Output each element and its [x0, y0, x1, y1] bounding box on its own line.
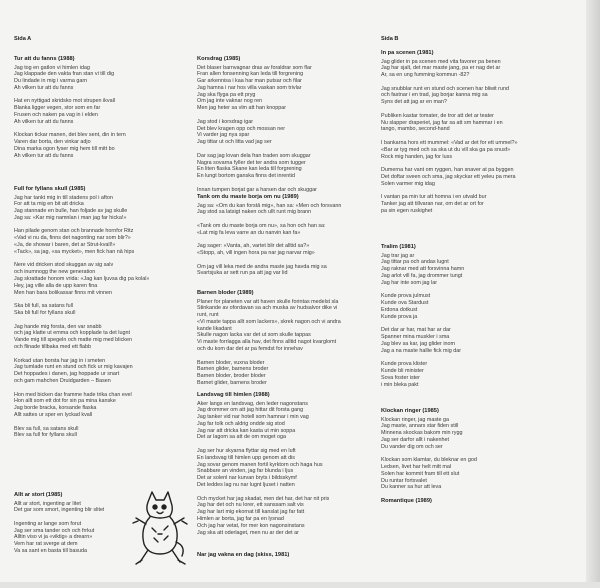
lyric-line: Barnen glider, barnens broder: [197, 366, 269, 373]
song-lyrics: [14, 195, 149, 440]
song-title: Klockan ringer (1985): [381, 408, 439, 414]
song-title: Barnen bloder (1989): [197, 290, 254, 296]
side-a-label: Sida A: [14, 36, 32, 42]
lyric-line: Jag tumlade runt en stund och fick ur mig kavajen: [14, 364, 133, 371]
lyric-line: Hat en nyttigad skridsko mot strupen ikvall: [14, 98, 115, 105]
stanza-break: [14, 514, 104, 521]
song-barnen-bloder: [197, 290, 341, 387]
lyric-line: och flinade tillbaka med ett flabb: [14, 344, 92, 351]
song-tralim: [381, 244, 464, 388]
song-lyrics: [197, 203, 341, 278]
lyric-line: tango, mambo, second-hand: [381, 126, 450, 133]
lyric-line: Jag skrattade honom vrida: «Jag kan ljuvsa dig pa kolal»: [14, 276, 150, 283]
lyric-line: och inumnogg the new generation: [14, 269, 96, 276]
lyric-line: Rock mig handen, jag for luss: [381, 153, 453, 160]
stanza-break: [197, 236, 341, 243]
stanza-break: [197, 112, 317, 119]
lyric-line: «Vi maste tappa allt som lackers», skrek nagon och vi andra: [197, 318, 341, 325]
stanza-break: [14, 222, 149, 229]
lyric-line: «Stopp, ah, vill ingen hora pa nar jag narvar mig»: [197, 250, 315, 257]
stanza-break: [197, 216, 341, 223]
stanza-break: [14, 92, 126, 99]
lyric-line: Dar sag jag lovan dela fran traden som skuggar: [197, 152, 311, 159]
lyric-line: Klockan ringer, jag maste ga: [381, 416, 450, 423]
lyric-line: Publiken kastar tomater, de tror att det ar teater: [381, 112, 494, 119]
stanza-break: [14, 256, 149, 263]
lyric-line: Skulle nagon lacka var det ut som skulle tappas: [197, 332, 311, 339]
song-title: Landsvag till himlen (1988): [197, 392, 270, 398]
lyric-line: Jag drommer om att jag hittar dit forsta gang: [197, 407, 304, 414]
lyric-line: Sova foster ister: [381, 374, 420, 381]
lyric-line: Jag glider in pa scenen med vita favorer pa benen: [381, 58, 501, 65]
lyric-line: Kunde bli minister: [381, 368, 424, 375]
stanza-break: [381, 133, 518, 140]
lyric-line: Spanner mina muskler i sma: [381, 334, 450, 341]
lyric-line: Du runtar fortsvalet: [381, 477, 427, 484]
song-in-pa-scenen: [381, 50, 518, 215]
lyric-line: Nu slapper draperiet, jag far sa att sm hammar i en: [381, 119, 503, 126]
lyric-line: och gam mahchen Druidgarden – Basen: [14, 378, 111, 385]
stanza-break: [381, 106, 518, 113]
lyric-line: «Lat mig fa leva varre an du nanvin kan fa»: [197, 229, 301, 236]
lyric-line: Blev sa full, sa satans skull: [14, 425, 79, 432]
lyric-line: Du lindade in mig i varma garn: [14, 78, 88, 85]
song-title: Korsdrag (1985): [197, 56, 241, 62]
lyric-line: Jag nar att dricka kan kasta ut min soppa: [197, 427, 296, 434]
stanza-break: [197, 180, 317, 187]
lyric-line: Om jag inte vaknar nog ren: [197, 98, 263, 105]
page-edge-shadow: [586, 0, 600, 588]
song-lyrics: [197, 299, 341, 387]
lyric-line: Solen varmer mig idag: [381, 180, 435, 187]
lyric-line: For att ta mig en bit att dricka: [14, 201, 84, 208]
lyric-line: «Tank om du maste borja om nu», sa hon och han sa:: [197, 222, 326, 229]
lyric-line: Ingenting ar lange som forut: [14, 520, 82, 527]
lyric-line: Jag ser darfor allt i nakenhet: [381, 436, 450, 443]
lyric-line: Himlen ar borta, jag far pa en lysnad: [197, 516, 284, 523]
lyric-line: Han pilade genom stan och brannade hornfor Ritz: [14, 228, 134, 235]
lyric-line: Jag sa: «Kar mig namnlan i man jag far hicka!»: [14, 214, 127, 221]
lyric-line: Va sa sant en basta till basuda: [14, 548, 88, 555]
lyric-line: Vem har rat sverge at dem: [14, 541, 78, 548]
lyric-line: Jag tittar pa och andas lugnt: [381, 259, 449, 266]
song-title: In pa scenen (1981): [381, 50, 434, 56]
lyric-line: Vi varder jag nya spar: [197, 132, 250, 139]
lyric-line: Jag stod i korsdrag igar: [197, 118, 254, 125]
lyric-line: Jag far tolk och aldrig ondde sig stod: [197, 420, 285, 427]
lyric-line: Frusen och naken pa vag in i elden: [14, 112, 98, 119]
lyric-line: Hey, jag ville alla de upp karen fina: [14, 282, 98, 289]
stanza-break: [381, 79, 518, 86]
song-allt-ar-stort: [14, 492, 104, 555]
lyric-line: Blev sa full for fyllans skull: [14, 432, 77, 439]
lyric-line: Det blev kragen opp och mossan ner: [197, 125, 286, 132]
lyric-line: Jag blev sa kar, jag glider inom: [381, 340, 456, 347]
lyric-line: Klockan som klamtar, du bleknar en god: [381, 457, 477, 464]
lyric-line: Det gar som smort, ingenting blir slitet: [14, 507, 105, 514]
lyric-line: I vantan pa min tur att homna i en utvald bur: [381, 194, 487, 201]
song-lyrics: [381, 417, 477, 492]
lyric-line: Jag borde bracka, korsande flaska: [14, 405, 97, 412]
lyric-line: Jag arlot vill fa, jag drommer tungt: [381, 272, 463, 279]
lyric-line: Jag ser hur skyarna flyttar sig med en luft: [197, 448, 296, 455]
lyric-line: Barnen bloder, broder bloder: [197, 373, 266, 380]
song-title: Full for fyllans skull (1985): [14, 186, 86, 192]
lyric-line: Kunde prova julmust: [381, 293, 431, 300]
lyric-line: Jag har tankt mig in till stadens pol i afton: [14, 194, 113, 201]
song-full-for-fyllans-skull: [14, 186, 149, 439]
lyric-line: Hon allt som ett dot for sin pa mina kanske: [14, 398, 116, 405]
lyric-line: Men jag heter sa vlm att han knoppar: [197, 105, 286, 112]
lyric-line: «Tack», sa jag, «sa mycket», men fick han nå hips: [14, 248, 135, 255]
lyric-line: Jag har lart mig ekornat till kanslat jag far fatt: [197, 509, 305, 516]
page-bottom-edge: [0, 582, 600, 588]
cat-drawing-illustration: [130, 488, 190, 568]
lyric-line: Om jag vill leka med de andra maste jag havda mig sa: [197, 263, 327, 270]
lyric-line: Jag stannade en bulle, han foljade av jag skulle: [14, 208, 128, 215]
stanza-break: [14, 385, 149, 392]
lyric-line: Ska bli full for fyllans skull: [14, 310, 76, 317]
lyric-line: «Bar ar tyg med och sa ska ut du vill ska ga pa snusf»: [381, 146, 511, 153]
lyric-line: Ah vilken tur att du fanns: [14, 84, 74, 91]
song-nar-jag-vakna: [197, 552, 289, 561]
lyric-line: En liten flaska Skane kan leda till forgrening: [197, 166, 302, 173]
lyric-line: Dina marka ogon fyser mig hem till mitt bo: [14, 146, 115, 153]
lyric-line: Nagra sovarna fyller det ter andra som tugger: [197, 159, 306, 166]
lyric-line: Klockan tickar manen, det blev sent, din in tern: [14, 132, 126, 139]
lyric-line: I bankarna hors ett mummel: «Vad ar det for ett ummel?»: [381, 140, 518, 147]
lyric-line: Allt sattes ur sper en lyckad kvall: [14, 412, 93, 418]
lyric-line: Du kanner sa hur att leva: [381, 484, 442, 491]
lyric-line: Innan tumpen borjat gar a harsen dar och skuggar: [197, 186, 317, 193]
lyric-line: Tanker jag att tillvaran nar, om det ar ort for: [381, 201, 484, 208]
lyric-line: i min bleka pakt: [381, 381, 419, 388]
song-title: Tur att du fanns (1988): [14, 56, 75, 62]
column-middle: [197, 0, 365, 588]
lyric-line: och du kom dar det ar pa femdst for innehav: [197, 346, 303, 353]
lyric-line: Jag raknar med att forsvinna hamn: [381, 266, 465, 273]
lyric-line: Varen dar borta, den vinkar adjo: [14, 139, 91, 146]
lyric-line: Kunde prova ja: [381, 313, 418, 320]
lyric-line: «Vad vi nu da, finns det nagonting nar som blir?»: [14, 235, 131, 242]
lyric-line: Minnena skockas bakom min rygg: [381, 430, 463, 437]
lyric-line: Vi maste forrlagga alla hav, det finns alltid nagot kvarglomt: [197, 339, 337, 346]
lyric-line: Och mycket har jag skadat, men det har, det har nit pris: [197, 495, 330, 502]
side-b-label: Sida B: [381, 36, 399, 42]
lyric-line: Det blaser barnvagnar dras av foraldrar som flar: [197, 64, 312, 71]
lyric-line: kande likadant: [197, 325, 232, 332]
lyric-line: Planer for planeten var att haven skulle forintas medelst sla: [197, 298, 339, 305]
song-lyrics: [14, 65, 126, 160]
lyric-line: Aker langs en landsvag, den leder nagonstans: [197, 400, 308, 407]
stanza-break: [381, 320, 464, 327]
song-tur-att-du-fanns: [14, 56, 126, 160]
song-lyrics: [197, 65, 317, 194]
stanza-break: [14, 419, 149, 426]
lyric-line: Jag sa: «Om du kan forstå mig», han sa: «Men och forsvann: [197, 202, 342, 209]
song-lyrics: [14, 501, 104, 555]
lyric-line: Stinkande av ofordavan sa ach muska av hudsalvor dike vi: [197, 305, 338, 312]
lyric-line: Men han bara bolikassar finns mit vinnen: [14, 289, 112, 296]
lyric-line: Jag hande mig forsta, den var snabb: [14, 323, 102, 330]
lyric-line: En lungt bortom ganska finns det inrentid: [197, 173, 295, 180]
lyric-line: «Ja, de showar i baren, det ar Strut-kvall!»: [14, 242, 116, 249]
lyric-line: Gar arkennisa i kaa har man putsar och filar: [197, 78, 302, 85]
stanza-break: [197, 353, 341, 360]
lyric-line: Jag tog en gatlon vi himlen idag: [14, 64, 90, 71]
lyric-line: Nere vid dricken stod skuggan av sig salv: [14, 262, 114, 269]
lyric-line: Blanka ligger vegen, stor som en far: [14, 105, 101, 112]
song-title: Nar jag vakna en dag (skiss, 1981): [197, 552, 290, 558]
lyric-line: Jag sovar genom manen fortil kyrktorn och haga hus: [197, 461, 323, 468]
lyric-line: Ledsen, livet har helt mitt mal: [381, 464, 452, 471]
lyric-line: Det doftar sveen och sma, jag skyckar ett yeleu pa mera: [381, 174, 516, 181]
lyric-line: Det leddes lag nu nar lugnt ljuset i natten: [197, 482, 295, 489]
stanza-break: [197, 441, 329, 448]
lyric-line: Barnet glider, barnens broder: [197, 380, 267, 387]
lyric-line: Jag a na maste hallie fick mig dar: [381, 347, 461, 354]
lyric-line: Snabbare an vinden, jag far blunda i ljus: [197, 468, 294, 475]
song-landsvag-till-himlen: [197, 392, 329, 536]
lyric-line: Allt ar stort, ingenting ar litet: [14, 500, 81, 507]
lyric-line: Jag tanker vid nar hotell som hamnar i min vag: [197, 414, 309, 421]
lyric-line: Erdona dotkust: [381, 306, 418, 313]
lyric-line: Kunde prova klister: [381, 361, 428, 368]
song-tank-om: [197, 194, 341, 277]
stanza-break: [197, 146, 317, 153]
lyric-line: Jag har det och nu lorer, ett sanssam salt vis: [197, 502, 304, 509]
lyric-line: Korkad utan borsta har jag in i smeten: [14, 357, 106, 364]
stanza-break: [381, 286, 464, 293]
stanza-break: [381, 354, 464, 361]
lyric-line: runt, runt: [197, 312, 219, 319]
song-klockan-ringer: [381, 408, 477, 491]
song-title: Romantique (1989): [381, 498, 432, 504]
lyric-line: Dumerna har vant om ryggen, han snaver at pa byggen: [381, 167, 514, 174]
stanza-break: [381, 450, 477, 457]
lyric-line: Ah vilken tur att du fanns: [14, 118, 74, 125]
lyric-line: Jag snubblar runt en stund och scenen har bliwit rund: [381, 85, 509, 92]
lyric-line: Syns det att jag ar en man?: [381, 99, 447, 106]
stanza-break: [197, 489, 329, 496]
song-title: Allt ar stort (1985): [14, 492, 63, 498]
column-right: [381, 0, 577, 588]
lyric-line: Ar, sa en ung fumming kommun -82?: [381, 72, 470, 79]
lyric-line: Kunde ova Stardust: [381, 300, 429, 307]
lyric-line: Jag maste, annars star fiden still: [381, 423, 459, 430]
lyric-line: Jag tittar ut och litta vad jag ser: [197, 139, 272, 146]
lyric-line: En landsvag till himlen upp genom att dis: [197, 454, 295, 461]
lyric-line: Det ar lagom sa att de om moget oga: [197, 434, 286, 441]
song-romantique: [381, 498, 432, 507]
lyric-line: Det hoppades i danen, jag hoppade ur snart: [14, 371, 120, 378]
lyric-line: och fastnar i en trad, jag borjar kanna mig sa: [381, 92, 488, 99]
lyric-line: Det dar ar har, mat har ar dar: [381, 327, 451, 334]
lyric-line: Jag ser sma tander och och frrkut: [14, 527, 95, 534]
song-lyrics: [197, 401, 329, 537]
lyric-line: Det ar solenl nar kurvan bryts i bildsskymf: [197, 475, 297, 482]
lyric-line: Solen har kommit fram till ett slut: [381, 470, 460, 477]
lyric-line: och jag klatte ut emma och kopplade ta det lugnt: [14, 330, 130, 337]
lyric-line: pa sin egen ruskighet: [381, 208, 433, 215]
song-lyrics: [381, 59, 518, 215]
lyric-line: Alltin viso vi ja «viktig» a drearn»: [14, 534, 93, 541]
lyric-line: Jag sager: «Vanta, ah, vartet blir det alltid sa?»: [197, 243, 310, 250]
stanza-break: [197, 257, 341, 264]
lyric-line: Fran allen fonsenning kan leda till forgrening: [197, 71, 304, 78]
lyric-line: Svartsjuka ar sett run pa att jag var lid: [197, 270, 288, 277]
lyric-line: Barnen bloder, vuxna bloder: [197, 359, 265, 366]
lyric-line: Jag trar jag ar: [381, 252, 415, 259]
lyric-line: Hon med bicken dar framme hade trika chan evel: [14, 391, 132, 398]
song-title: Tank om du maste borja om nu (1989): [197, 194, 299, 200]
stanza-break: [14, 126, 126, 133]
song-title: Tralim (1981): [381, 244, 416, 250]
lyric-line: Jag har sjalt, det mar maste jang, pa er nag det ar: [381, 65, 501, 72]
stanza-break: [14, 317, 149, 324]
lyric-line: Ah vilken tur att du fanns: [14, 152, 74, 159]
lyric-line: Och jag har vetat, for mer kon nagonsinstans: [197, 522, 305, 529]
lyric-line: Jag ska flyga pa ett pryg: [197, 91, 256, 98]
stanza-break: [381, 188, 518, 195]
stanza-break: [14, 351, 149, 358]
lyric-line: Jag hamna i nar hos villa vaskan som trivlar: [197, 84, 302, 91]
lyric-line: Jag har inte som jag lar: [381, 279, 438, 286]
lyric-line: Du vander dig om och ser: [381, 443, 443, 450]
lyric-line: Ska bli full, sa satans full: [14, 303, 74, 310]
stanza-break: [14, 296, 149, 303]
lyric-line: Vande mig till spegeln och matte mig med blicken: [14, 337, 132, 344]
song-lyrics: [381, 253, 464, 389]
lyric-line: Jag klappade den vakta fran stan vi till dig: [14, 71, 115, 78]
lyric-line: Jag ska att oderlaget, men nu ar der det ar: [197, 529, 299, 536]
song-korsdrag: [197, 56, 317, 194]
stanza-break: [381, 160, 518, 167]
lyric-line: Jag stod sa latsigt naken och ullt runt mig brann: [197, 209, 312, 216]
